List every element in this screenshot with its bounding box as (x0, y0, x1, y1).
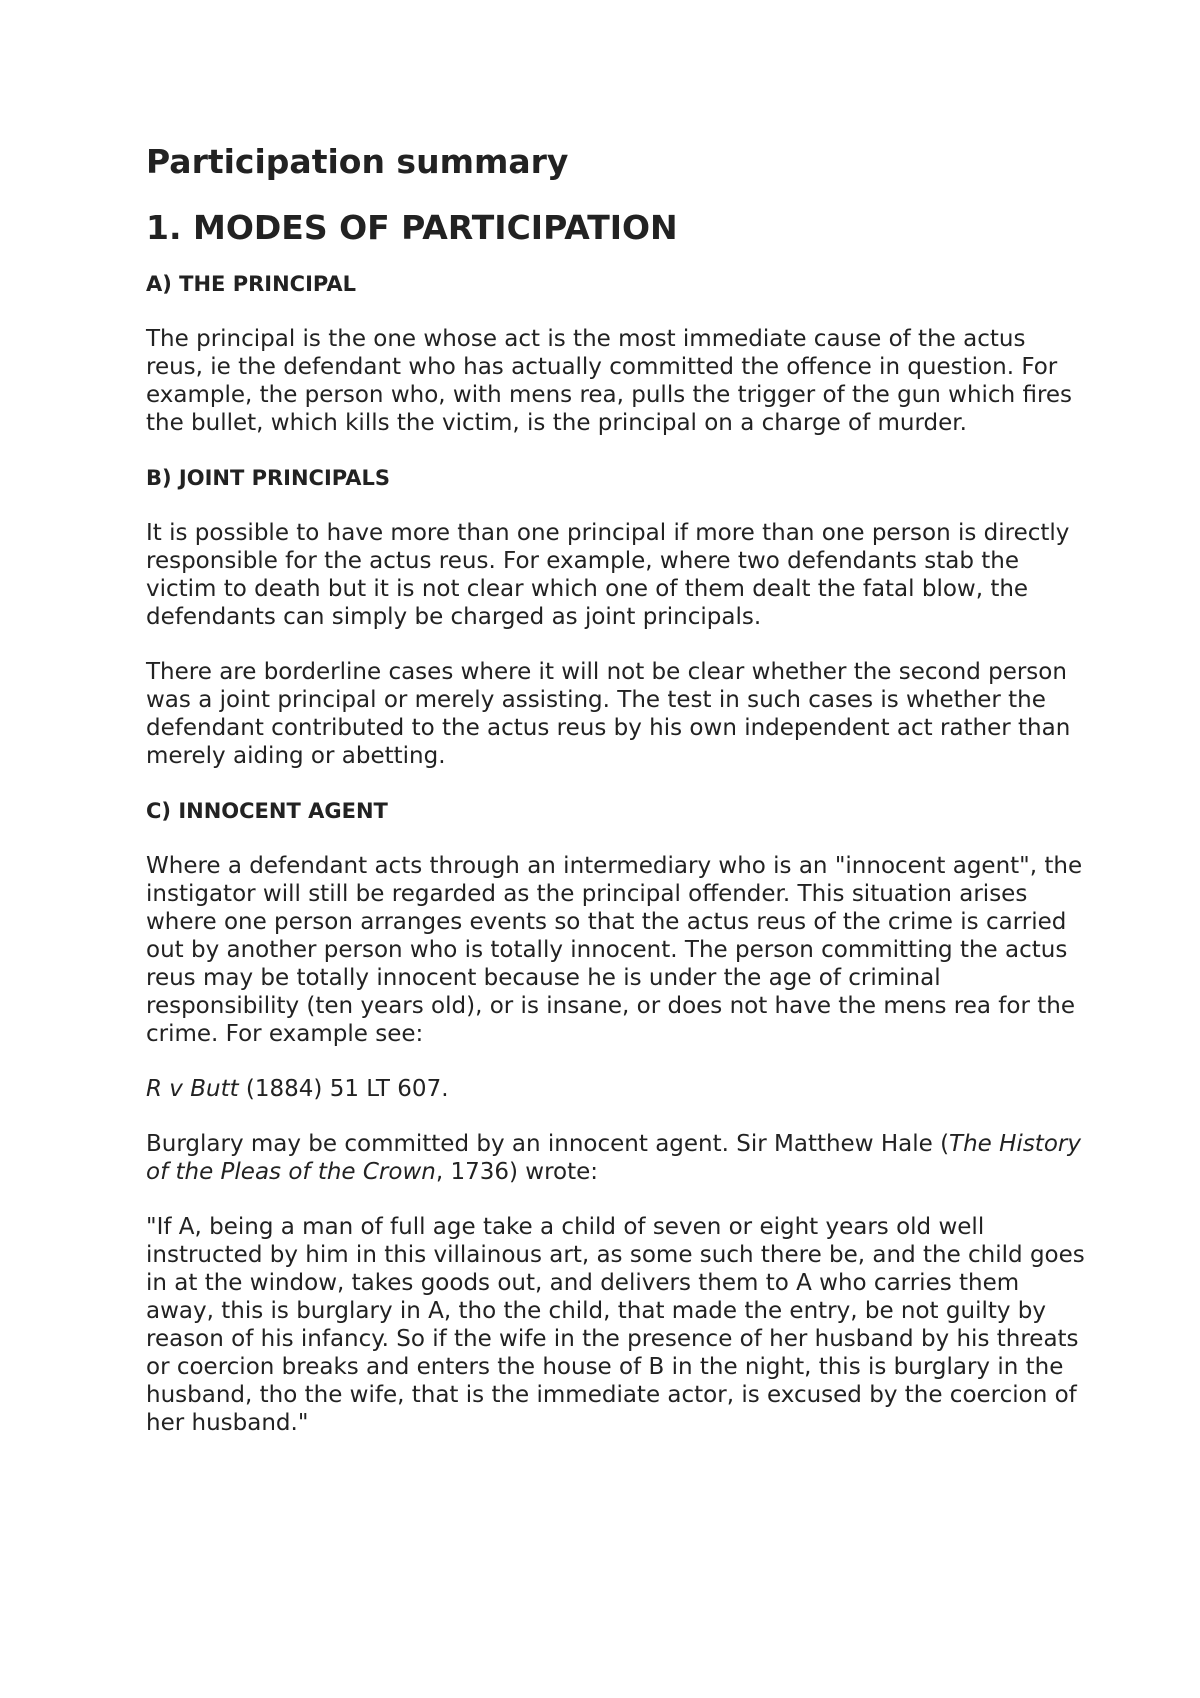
subsection-heading-principal: A) THE PRINCIPAL (146, 272, 356, 296)
case-reference (146, 1075, 1086, 1103)
paragraph-innocent-agent-3 (146, 1130, 1086, 1186)
paragraph-joint-principals-1: It is possible to have more than one principal if more than one person is directly responsible for the actus reus. For example, where two defendants stab the victim to death but it is not clear which one of them dealt the fatal blow, the defendants can simply be charged as joint principals. (146, 520, 1070, 630)
paragraph-innocent-agent-1: Where a defendant acts through an intermediary who is an "innocent agent", the instigator will still be regarded as the principal offender. This situation arises where one person arranges events so that the actus reus of the crime is carried out by another person who is totally innocent. The person committing the actus reus may be totally innocent because he is under the age of criminal responsibility (ten years old), or is insane, or does not have the mens rea for the crime. For example see: (146, 853, 1083, 1047)
document-title: Participation summary (146, 142, 569, 181)
book-title: The History of the Pleas of the Crown (146, 1131, 1081, 1185)
quotation-paragraph: "If A, being a man of full age take a child of seven or eight years old well instructed by him in this villainous art, as some such there be, and the child goes in at the window, takes goods out, and delivers them to A who carries them away, this is burglary in A, tho the child, that made the entry, be not guilty by reason of his infancy. So if the wife in the presence of her husband by his threats or coercion breaks and enters the house of B in the night, this is burglary in the husband, tho the wife, that is the immediate actor, is excused by the coercion of her husband." (146, 1214, 1085, 1436)
document-page (146, 140, 1086, 1464)
subsection-heading-innocent-agent: C) INNOCENT AGENT (146, 799, 388, 823)
section-heading: 1. MODES OF PARTICIPATION (146, 208, 678, 247)
paragraph-start: Burglary may be committed by an innocent agent. Sir Matthew Hale ( (146, 1131, 950, 1157)
paragraph-joint-principals-2: There are borderline cases where it will not be clear whether the second person was a joint principal or merely assisting. The test in such cases is whether the defendant contributed to the actus reus by his own independent act rather than merely aiding or abetting. (146, 659, 1071, 769)
subsection-heading-joint-principals: B) JOINT PRINCIPALS (146, 466, 391, 490)
paragraph-end: , 1736) wrote: (435, 1159, 599, 1185)
case-citation: (1884) 51 LT 607. (238, 1076, 449, 1102)
case-name: R v Butt (146, 1076, 239, 1102)
paragraph-principal: The principal is the one whose act is the most immediate cause of the actus reus, ie the defendant who has actually committed the offence in question. For example, the person who, with mens rea, pulls the trigger of the gun which fires the bullet, which kills the victim, is the principal on a charge of murder. (146, 326, 1073, 436)
